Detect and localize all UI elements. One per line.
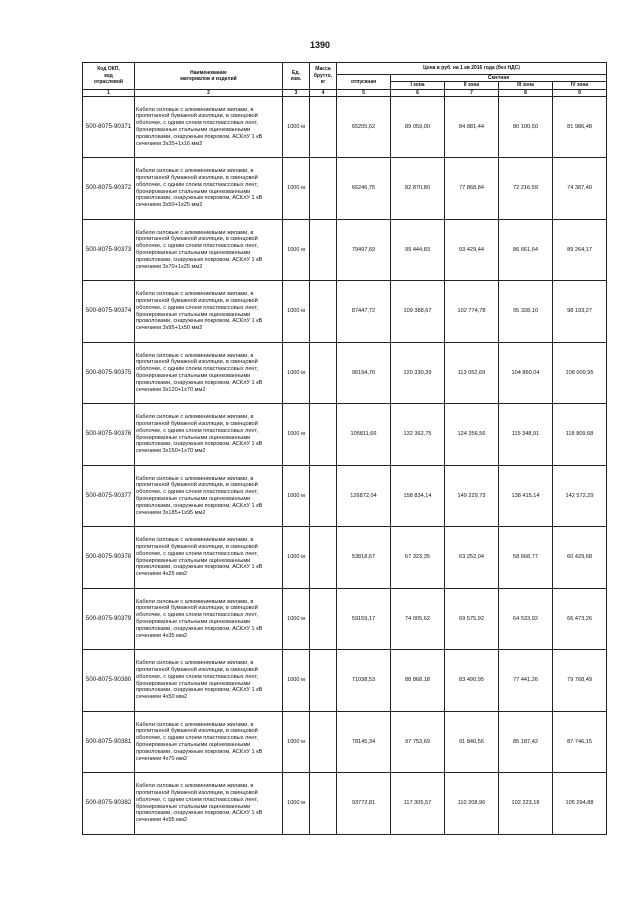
gross-mass [310, 404, 337, 466]
table-row [83, 281, 607, 343]
gross-mass [310, 527, 337, 589]
material-name: Кабели силовые с алюминиевыми жилами, в пропитанной бумажной изоляции, в свинцовой оболочке, с одним слоем пластмассовых лент, бронированные стальными оцинкованными проволоками, снаружным покровом, АСКлУ 1 кВ сечением 4х35 мм2 [135, 588, 283, 650]
okp-code: 500-8075-90377 [83, 465, 135, 527]
material-name: Кабели силовые с алюминиевыми жилами, в пропитанной бумажной изоляции, в свинцовой оболочке, с одним слоем пластмассовых лент, бронированные стальными оцинкованными проволоками, снаружным покровом, АСКлУ 1 кВ сечением 3х35+1х16 мм2 [135, 96, 283, 158]
zone1-price: 97 753,69 [391, 711, 445, 773]
material-name: Кабели силовые с алюминиевыми жилами, в пропитанной бумажной изоляции, в свинцовой оболочке, с одним слоем пластмассовых лент, бронированные стальными оцинкованными проволоками, снаружным покровом, АСКлУ 1 кВ сечением 3х185+1х95 мм2 [135, 465, 283, 527]
wholesale-price: 66246,75 [337, 158, 391, 220]
gross-mass [310, 96, 337, 158]
header-mass: Масса брутто, кг [310, 63, 337, 90]
zone1-price: 120 330,39 [391, 342, 445, 404]
gross-mass [310, 465, 337, 527]
zone1-price: 109 388,67 [391, 281, 445, 343]
wholesale-price: 79497,69 [337, 219, 391, 281]
column-number: 2 [135, 89, 283, 96]
unit: 1000 м [283, 650, 310, 712]
zone4-price: 142 572,29 [553, 465, 607, 527]
gross-mass [310, 158, 337, 220]
zone2-price: 110 208,96 [445, 773, 499, 835]
gross-mass [310, 650, 337, 712]
zone2-price: 77 868,84 [445, 158, 499, 220]
header-estimate: Сметная [391, 75, 607, 82]
column-number: 1 [83, 89, 135, 96]
header-price-group: Цена в руб. на 1 кв 2016 года (без НДС) [337, 63, 607, 75]
zone2-price: 102 774,78 [445, 281, 499, 343]
zone4-price: 81 986,48 [553, 96, 607, 158]
wholesale-price: 105811,66 [337, 404, 391, 466]
wholesale-price: 93772,81 [337, 773, 391, 835]
column-number: 5 [337, 89, 391, 96]
zone2-price: 91 840,56 [445, 711, 499, 773]
zone4-price: 66 473,26 [553, 588, 607, 650]
wholesale-price: 126872,04 [337, 465, 391, 527]
zone3-price: 64 533,92 [499, 588, 553, 650]
table-row [83, 96, 607, 158]
wholesale-price: 53818,67 [337, 527, 391, 589]
unit: 1000 м [283, 404, 310, 466]
okp-code: 500-8075-90381 [83, 711, 135, 773]
zone2-price: 113 052,69 [445, 342, 499, 404]
zone3-price: 77 441,26 [499, 650, 553, 712]
column-number: 7 [445, 89, 499, 96]
zone2-price: 83 490,95 [445, 650, 499, 712]
zone4-price: 108 009,95 [553, 342, 607, 404]
header-zone3: III зона [499, 82, 553, 89]
gross-mass [310, 219, 337, 281]
zone3-price: 58 668,77 [499, 527, 553, 589]
zone1-price: 158 834,14 [391, 465, 445, 527]
price-table [82, 62, 607, 835]
zone3-price: 104 860,04 [499, 342, 553, 404]
zone2-price: 93 429,44 [445, 219, 499, 281]
zone1-price: 74 005,62 [391, 588, 445, 650]
okp-code: 500-8075-90373 [83, 219, 135, 281]
gross-mass [310, 773, 337, 835]
page-number: 1390 [309, 40, 331, 50]
table-row [83, 711, 607, 773]
zone4-price: 89 264,17 [553, 219, 607, 281]
material-name: Кабели силовые с алюминиевыми жилами, в пропитанной бумажной изоляции, в свинцовой оболочке, с одним слоем пластмассовых лент, бронированные стальными оцинкованными проволоками, снаружным покровом, АСКлУ 1 кВ сечением 4х95 мм2 [135, 773, 283, 835]
zone4-price: 87 746,15 [553, 711, 607, 773]
unit: 1000 м [283, 281, 310, 343]
table-row [83, 527, 607, 589]
material-name: Кабели силовые с алюминиевыми жилами, в пропитанной бумажной изоляции, в свинцовой оболочке, с одним слоем пластмассовых лент, бронированные стальными оцинкованными проволоками, снаружным покровом, АСКлУ 1 кВ сечением 3х70+1х25 мм2 [135, 219, 283, 281]
zone2-price: 84 881,44 [445, 96, 499, 158]
wholesale-price: 78145,34 [337, 711, 391, 773]
material-name: Кабели силовые с алюминиевыми жилами, в пропитанной бумажной изоляции, в свинцовой оболочке, с одним слоем пластмассовых лент, бронированные стальными оцинкованными проволоками, снаружным покровом, АСКлУ 1 кВ сечением 3х50+1х25 мм2 [135, 158, 283, 220]
zone2-price: 149 229,73 [445, 465, 499, 527]
zone4-price: 74 387,40 [553, 158, 607, 220]
material-name: Кабели силовые с алюминиевыми жилами, в пропитанной бумажной изоляции, в свинцовой оболочке, с одним слоем пластмассовых лент, бронированные стальными оцинкованными проволоками, снаружным покровом, АСКлУ 1 кВ сечением 3х150+1х70 мм2 [135, 404, 283, 466]
material-name: Кабели силовые с алюминиевыми жилами, в пропитанной бумажной изоляции, в свинцовой оболочке, с одним слоем пластмассовых лент, бронированные стальными оцинкованными проволоками, снаружным покровом, АСКлУ 1 кВ сечением 4х70 мм2 [135, 711, 283, 773]
okp-code: 500-8075-90375 [83, 342, 135, 404]
table-row [83, 158, 607, 220]
material-name: Кабели силовые с алюминиевыми жилами, в пропитанной бумажной изоляции, в свинцовой оболочке, с одним слоем пластмассовых лент, бронированные стальными оцинкованными проволоками, снаружным покровом, АСКлУ 1 кВ сечением 3х120+1х70 мм2 [135, 342, 283, 404]
wholesale-price: 65205,62 [337, 96, 391, 158]
table-row [83, 404, 607, 466]
okp-code: 500-8075-90378 [83, 527, 135, 589]
zone4-price: 60 429,68 [553, 527, 607, 589]
zone3-price: 138 415,14 [499, 465, 553, 527]
unit: 1000 м [283, 96, 310, 158]
header-zone4: IV зона [553, 82, 607, 89]
zone3-price: 72 216,59 [499, 158, 553, 220]
header-wholesale: отпускная [337, 75, 391, 90]
column-number: 6 [391, 89, 445, 96]
wholesale-price: 71038,53 [337, 650, 391, 712]
zone2-price: 69 575,92 [445, 588, 499, 650]
zone3-price: 85 187,42 [499, 711, 553, 773]
wholesale-price: 87447,72 [337, 281, 391, 343]
zone4-price: 98 193,27 [553, 281, 607, 343]
table-row [83, 219, 607, 281]
column-number: 9 [553, 89, 607, 96]
unit: 1000 м [283, 219, 310, 281]
zone3-price: 115 348,91 [499, 404, 553, 466]
zone1-price: 132 362,75 [391, 404, 445, 466]
unit: 1000 м [283, 465, 310, 527]
okp-code: 500-8075-90380 [83, 650, 135, 712]
zone1-price: 67 323,35 [391, 527, 445, 589]
okp-code: 500-8075-90382 [83, 773, 135, 835]
zone2-price: 124 356,56 [445, 404, 499, 466]
gross-mass [310, 711, 337, 773]
table-row [83, 650, 607, 712]
gross-mass [310, 281, 337, 343]
header-zone2: II зона [445, 82, 499, 89]
header-name: Наименование материалов и изделий [135, 63, 283, 90]
wholesale-price: 59159,17 [337, 588, 391, 650]
unit: 1000 м [283, 773, 310, 835]
column-numbers-row [83, 89, 607, 96]
header-zone1: I зона [391, 82, 445, 89]
okp-code: 500-8075-90371 [83, 96, 135, 158]
zone1-price: 88 868,18 [391, 650, 445, 712]
zone2-price: 63 252,04 [445, 527, 499, 589]
okp-code: 500-8075-90376 [83, 404, 135, 466]
unit: 1000 м [283, 527, 310, 589]
zone1-price: 89 059,00 [391, 96, 445, 158]
gross-mass [310, 342, 337, 404]
unit: 1000 м [283, 711, 310, 773]
table-row [83, 588, 607, 650]
zone4-price: 79 768,49 [553, 650, 607, 712]
table-row [83, 342, 607, 404]
zone3-price: 102 223,18 [499, 773, 553, 835]
okp-code: 500-8075-90374 [83, 281, 135, 343]
price-table-body [83, 96, 607, 834]
zone3-price: 80 100,50 [499, 96, 553, 158]
okp-code: 500-8075-90372 [83, 158, 135, 220]
unit: 1000 м [283, 342, 310, 404]
column-number: 3 [283, 89, 310, 96]
material-name: Кабели силовые с алюминиевыми жилами, в пропитанной бумажной изоляции, в свинцовой оболочке, с одним слоем пластмассовых лент, бронированные стальными оцинкованными проволоками, снаружным покровом, АСКлУ 1 кВ сечением 3х95+1х50 мм2 [135, 281, 283, 343]
okp-code: 500-8075-90379 [83, 588, 135, 650]
table-row [83, 773, 607, 835]
table-row [83, 465, 607, 527]
zone4-price: 118 809,68 [553, 404, 607, 466]
zone1-price: 82 870,80 [391, 158, 445, 220]
column-number: 4 [310, 89, 337, 96]
gross-mass [310, 588, 337, 650]
zone3-price: 95 328,10 [499, 281, 553, 343]
zone1-price: 117 305,57 [391, 773, 445, 835]
header-code: Код ОКП, код отраслевой [83, 63, 135, 90]
unit: 1000 м [283, 158, 310, 220]
material-name: Кабели силовые с алюминиевыми жилами, в пропитанной бумажной изоляции, в свинцовой оболочке, с одним слоем пластмассовых лент, бронированные стальными оцинкованными проволоками, снаружным покровом, АСКлУ 1 кВ сечением 4х25 мм2 [135, 527, 283, 589]
zone4-price: 105 294,88 [553, 773, 607, 835]
column-number: 8 [499, 89, 553, 96]
wholesale-price: 96194,70 [337, 342, 391, 404]
unit: 1000 м [283, 588, 310, 650]
header-unit: Ед. изм. [283, 63, 310, 90]
material-name: Кабели силовые с алюминиевыми жилами, в пропитанной бумажной изоляции, в свинцовой оболочке, с одним слоем пластмассовых лент, бронированные стальными оцинкованными проволоками, снаружным покровом, АСКлУ 1 кВ сечением 4х50 мм2 [135, 650, 283, 712]
zone1-price: 99 444,83 [391, 219, 445, 281]
zone3-price: 86 661,64 [499, 219, 553, 281]
